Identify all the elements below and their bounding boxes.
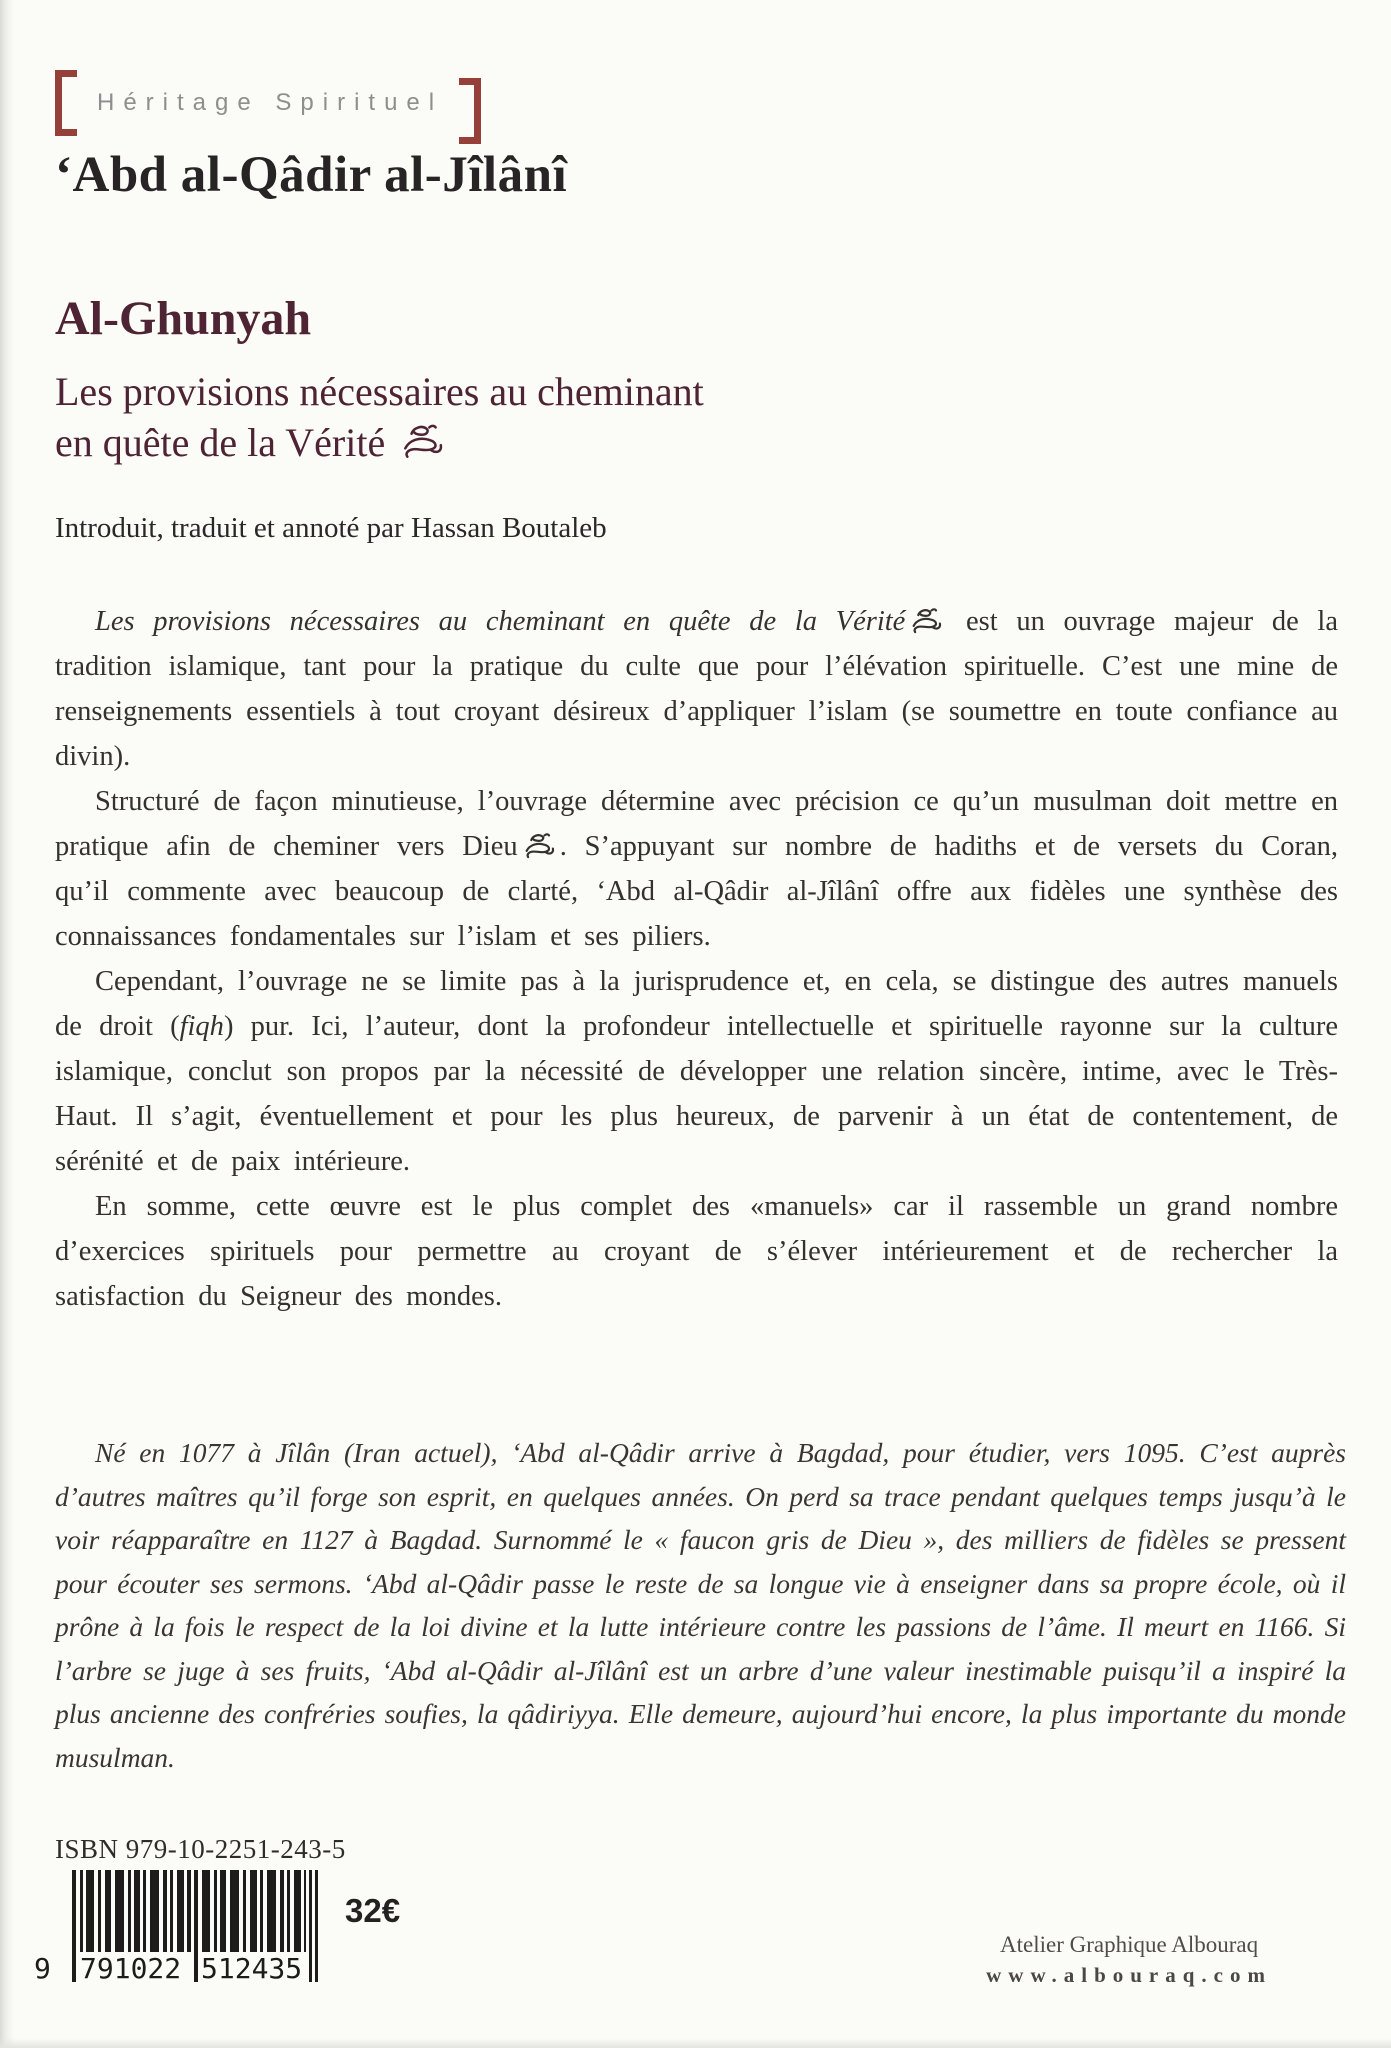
- publisher-block: [986, 1932, 1272, 1988]
- fiqh-term-italic: fiqh: [179, 1011, 224, 1042]
- subtitle-line2: en quête de la Vérité: [55, 420, 386, 465]
- publisher-name: Atelier Graphique Albouraq: [1000, 1932, 1259, 1957]
- blurb-paragraph-3-cont: ) pur. Ici, l’auteur, dont la profondeur intellectuelle et spirituelle rayonne sur la culture islamique, conclut son propos par la nécessité de développer une relation sincère, intime, avec le Très-Haut. Il s’agit, éventuellement et pour les plus heureux, de parvenir à un état de contentement, de sérénité et de paix intérieure.: [55, 1011, 1339, 1177]
- author-name: ‘Abd al-Qâdir al-Jîlânî: [55, 147, 568, 203]
- price-label: 32€: [345, 1892, 401, 1929]
- left-bracket-icon: [55, 70, 77, 136]
- book-title: Al-Ghunyah: [55, 292, 312, 345]
- blurb-paragraph-3: [55, 959, 1338, 1184]
- right-bracket-icon: [459, 78, 481, 144]
- blurb-paragraph-3-text: Cependant, l’ouvrage ne se limite pas à la jurisprudence et, en cela, se distingue des autres manuels de droit (: [55, 966, 1338, 1042]
- blurb-paragraph-2: [55, 779, 1338, 959]
- cover-bottom-edge-shadow: [0, 2038, 1391, 2048]
- azza-wa-jalla-icon: [399, 421, 445, 461]
- ean13-barcode: [34, 1870, 318, 1994]
- barcode-lead-digit: 9: [34, 1952, 51, 1985]
- publisher-url: www.albouraq.com: [986, 1963, 1272, 1987]
- isbn-label: ISBN 979-10-2251-243-5: [55, 1834, 346, 1864]
- blurb-paragraph-2-text: Structuré de façon minutieuse, l’ouvrage détermine avec précision ce qu’un musulman doit mettre en pratique afin de cheminer vers Dieu: [55, 786, 1338, 862]
- blurb-paragraph-2-cont: . S’appuyant sur nombre de hadiths et de versets du Coran, qu’il commente avec beaucoup de clarté, ‘Abd al-Qâdir al-Jîlânî offre aux fidèles une synthèse des connaissances fondamentales sur l’islam et ses piliers.: [55, 831, 1338, 952]
- blurb-paragraph-4: En somme, cette œuvre est le plus complet des «manuels» car il rassemble un grand nombre d’exercices spirituels pour permettre au croyant de s’élever intérieurement et de rechercher la satisfaction du Seigneur des mondes.: [55, 1191, 1338, 1312]
- blurb-paragraph-1: [55, 599, 1338, 779]
- blurb-paragraph-1-text: est un ouvrage majeur de la tradition islamique, tant pour la pratique du culte que pour l’élévation spirituelle. C’est une mine de renseignements essentiels à tout croyant désireux d’appliquer l’islam (se soumettre en toute confiance au divin).: [55, 606, 1338, 772]
- cover-left-edge-shadow: [0, 0, 14, 2048]
- subtitle-line1: Les provisions nécessaires au cheminant: [55, 369, 704, 414]
- book-subtitle: [55, 366, 704, 468]
- barcode-digit-group-2: 512435: [201, 1952, 303, 1985]
- azza-wa-jalla-icon: [909, 606, 943, 635]
- work-title-italic: Les provisions nécessaires au cheminant en quête de la Vérité: [95, 606, 906, 637]
- blurb: [55, 599, 1338, 1319]
- azza-wa-jalla-icon: [522, 831, 556, 860]
- collection-logo: [55, 70, 481, 136]
- collection-name: Héritage Spirituel: [97, 89, 444, 116]
- author-biography: Né en 1077 à Jîlân (Iran actuel), ‘Abd al-Qâdir arrive à Bagdad, pour étudier, vers 1095. C’est auprès d’autres maîtres qu’il forge son esprit, en quelques années. On perd sa trace pendant quelques temps jusqu’à le voir réapparaître en 1127 à Bagdad. Surnommé le « faucon gris de Dieu », des milliers de fidèles se pressent pour écouter ses sermons. ‘Abd al-Qâdir passe le reste de sa longue vie à enseigner dans sa propre école, où il prône à la fois le respect de la loi divine et la lutte intérieure contre les passions de l’âme. Il meurt en 1166. Si l’arbre se juge à ses fruits, ‘Abd al-Qâdir al-Jîlânî est un arbre d’une valeur inestimable puisqu’il a inspiré la plus ancienne des confréries soufies, la qâdiriyya. Elle demeure, aujourd’hui encore, la plus importante du monde musulman.: [55, 1437, 1346, 1773]
- barcode-digit-group-1: 791022: [80, 1952, 182, 1985]
- translator-credit: Introduit, traduit et annoté par Hassan Boutaleb: [55, 512, 607, 544]
